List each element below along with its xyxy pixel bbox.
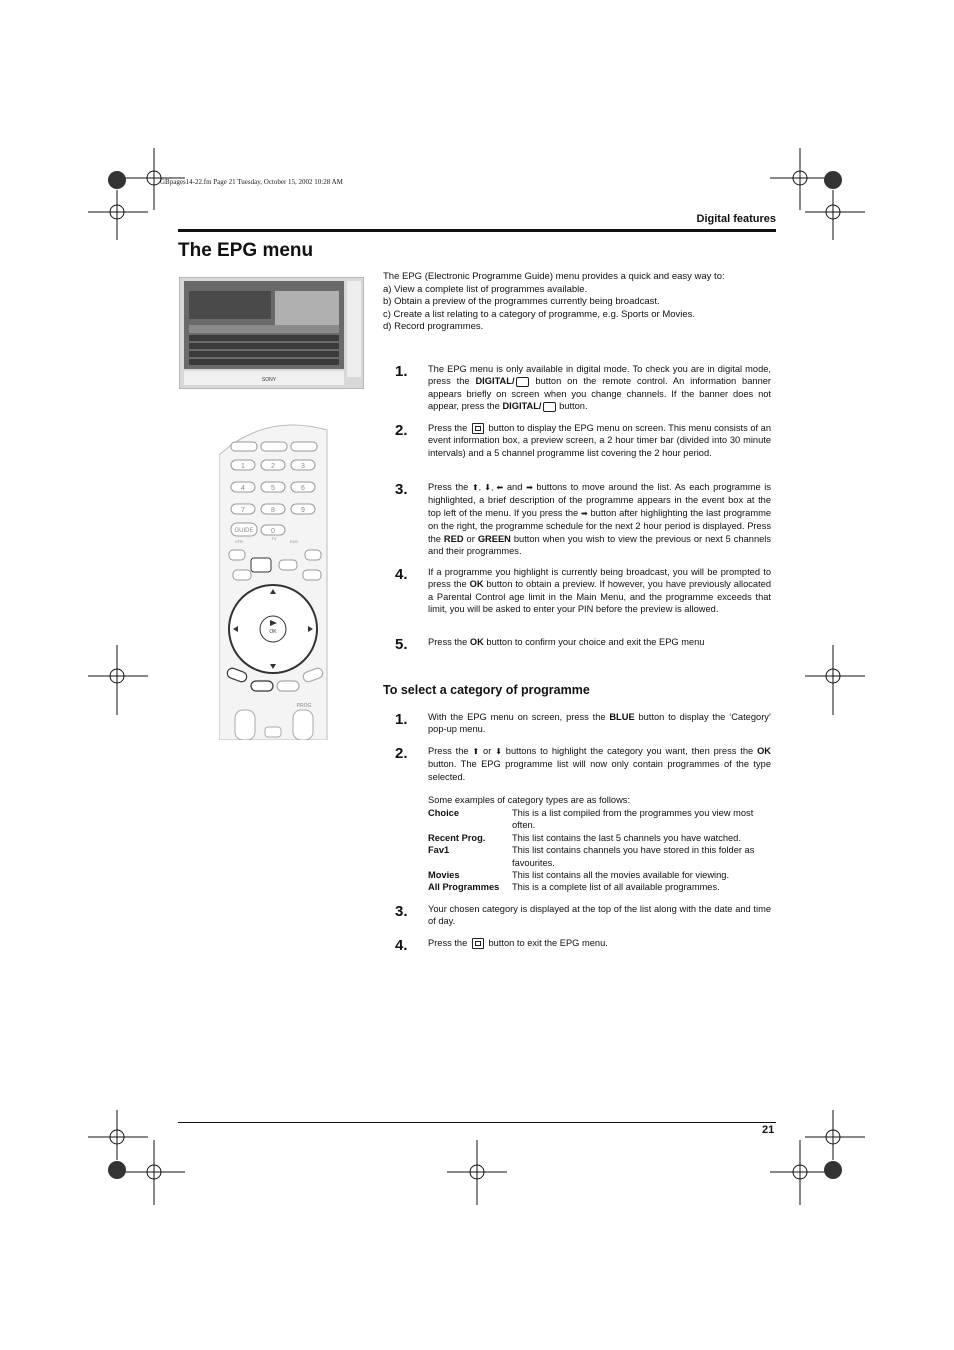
crop-mark-right-upper: [805, 190, 865, 240]
remote-guide-label: GUIDE: [234, 528, 254, 534]
step-text: Your chosen category is displayed at the top of the list along with the date and time of day.: [428, 904, 771, 927]
remote-mode-dvd: DVD: [289, 539, 299, 544]
category-intro: Some examples of category types are as follows:: [428, 795, 631, 805]
step-text: Press the ⬆ or ⬇ buttons to highlight the category you want, then press the OK button. The EPG programme list will now only contain programmes of the type selected.: [428, 746, 772, 782]
table-row: Choice This is a list compiled from the programmes you view most often.: [428, 808, 754, 831]
remote-ok-label: OK: [269, 629, 277, 635]
remote-prog-label: PROG: [296, 703, 312, 709]
digital-button-icon: [543, 402, 556, 412]
remote-key-3: 3: [301, 463, 305, 470]
step-number: 2.: [395, 422, 408, 439]
step-text: The EPG menu is only available in digital mode. To check you are in digital mode, press the DIGITAL/ button on the remote control. An information banner appears briefly on screen when you change channels. If the banner does not appear, press the DIGITAL/ button.: [428, 364, 772, 412]
intro-line: c) Create a list relating to a category of programme, e.g. Sports or Movies.: [383, 308, 696, 320]
arrow-right-icon: ➡: [580, 508, 588, 518]
page-number: 21: [762, 1124, 775, 1136]
step-text: Press the button to exit the EPG menu.: [428, 938, 608, 948]
step-number: 4.: [395, 937, 408, 954]
file-slug: GBpages14-22.fm Page 21 Tuesday, October 15, 2002 10:28 AM: [160, 178, 343, 186]
remote-key-1: 1: [241, 463, 245, 470]
step-number: 1.: [395, 363, 408, 380]
arrow-keys-icon: ⬆, ⬇, ⬅: [472, 483, 504, 492]
step-number: 2.: [395, 745, 408, 762]
table-row: Movies This list contains all the movies available for viewing.: [428, 870, 730, 881]
crop-mark-left-mid: [88, 645, 148, 715]
intro-line: d) Record programmes.: [383, 321, 484, 332]
remote-key-5: 5: [271, 485, 275, 492]
crop-mark-right-mid: [805, 645, 865, 715]
remote-key-0: 0: [271, 528, 275, 535]
step-text: Press the OK button to confirm your choice and exit the EPG menu: [428, 637, 705, 647]
digital-button-icon: [516, 377, 529, 387]
arrow-up-icon: ⬆: [472, 747, 480, 756]
epg-button-icon: [472, 423, 484, 434]
crop-mark-bottom-center: [447, 1140, 507, 1205]
remote-key-2: 2: [271, 463, 275, 470]
remote-key-4: 4: [241, 485, 245, 492]
crop-mark-left-lower: [88, 1110, 148, 1160]
intro-text: [383, 271, 783, 334]
arrow-down-icon: ⬇: [495, 747, 502, 756]
tv-epg-illustration: [179, 277, 364, 389]
step-text: Press the button to display the EPG menu on screen. This menu consists of an event information box, a preview screen, a 2 hour timer bar (divided into 30 minute intervals) and a 5 channel programme list covering the 2 hour period.: [428, 423, 772, 458]
subheading: To select a category of programme: [383, 683, 590, 697]
epg-button-icon: [472, 938, 484, 949]
tv-brand: SONY: [261, 377, 277, 383]
table-row: All Programmes This is a complete list of all available programmes.: [428, 882, 720, 893]
step-number: 3.: [395, 481, 408, 498]
remote-key-7: 7: [241, 507, 245, 514]
table-row: Recent Prog. This list contains the last 5 channels you have watched.: [428, 832, 741, 843]
header-rule: [178, 229, 776, 232]
footer-rule: [178, 1122, 776, 1123]
remote-mode-vtr: VTR: [235, 539, 243, 544]
remote-mode-tv: TV: [271, 536, 277, 541]
remote-key-9: 9: [301, 507, 305, 514]
category-table: [428, 807, 773, 894]
step-text: Press the ⬆, ⬇, ⬅ and ➡ buttons to move around the list. As each programme is highlighted, a brief description of the programme appears in the event box at the top left of the menu. If you press the ➡ button after highlighting the last programme on the right, the programme schedule for the next 2 hour period is displayed. Press the RED or GREEN button when you wish to view the previous or next 5 channels and their programmes.: [428, 482, 772, 557]
remote-key-6: 6: [301, 485, 305, 492]
crop-mark-left-upper: [88, 190, 148, 240]
step-text: With the EPG menu on screen, press the BLUE button to display the ‘Category’ pop-up menu.: [428, 712, 772, 735]
crop-mark-bottom-left: [125, 1140, 185, 1205]
step-text: If a programme you highlight is currently being broadcast, you will be prompted to press the OK button to obtain a preview. If however, you have previously allocated a Parental Control age limit in the Main Menu, and the programme exceeds that limit, you will be asked to enter your PIN before the preview is allowed.: [428, 567, 771, 615]
remote-key-8: 8: [271, 507, 275, 514]
intro-line: b) Obtain a preview of the programmes currently being broadcast.: [383, 296, 660, 307]
intro-line: The EPG (Electronic Programme Guide) menu provides a quick and easy way to:: [383, 271, 725, 282]
crop-mark-bottom-right: [770, 1140, 830, 1205]
arrow-right-icon: ➡: [526, 483, 533, 492]
step-number: 3.: [395, 903, 408, 920]
step-number: 5.: [395, 636, 408, 653]
intro-line: a) View a complete list of programmes available.: [383, 283, 588, 295]
page-title: The EPG menu: [178, 240, 314, 261]
step-number: 1.: [395, 711, 408, 728]
table-row: Fav1 This list contains channels you have stored in this folder as favourites.: [428, 845, 755, 868]
section-label: Digital features: [696, 213, 776, 225]
crop-mark-right-lower: [805, 1110, 865, 1160]
crop-mark-top-right: [770, 148, 830, 210]
remote-control-illustration: [219, 415, 329, 740]
step-number: 4.: [395, 566, 408, 583]
